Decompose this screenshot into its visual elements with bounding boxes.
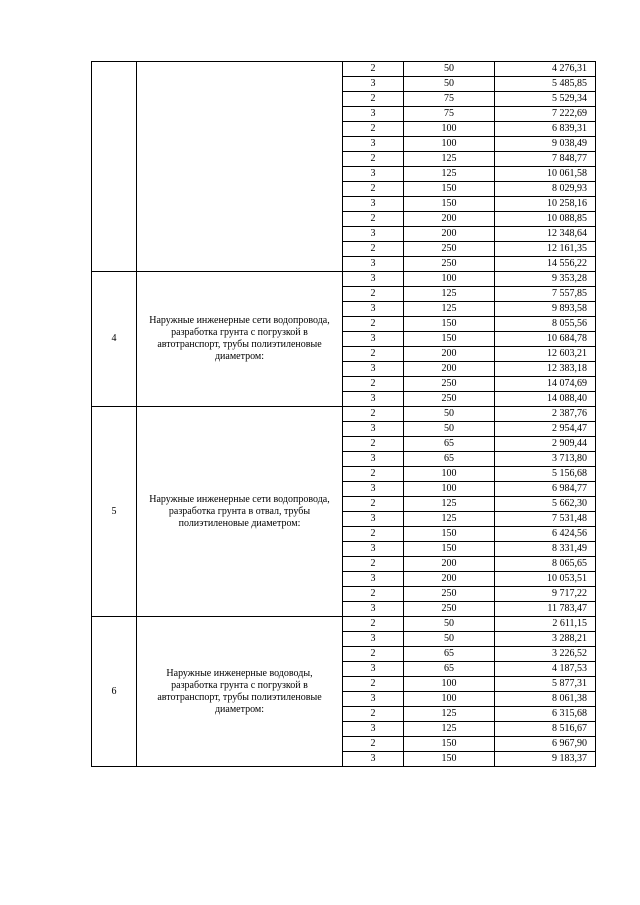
depth-category-cell: 3	[343, 362, 404, 377]
diameter-cell: 100	[404, 272, 495, 287]
depth-category-cell: 3	[343, 272, 404, 287]
diameter-cell: 200	[404, 227, 495, 242]
price-cell: 8 065,65	[495, 557, 596, 572]
item-description-cell	[137, 62, 343, 272]
depth-category-cell: 2	[343, 242, 404, 257]
price-cell: 7 531,48	[495, 512, 596, 527]
diameter-cell: 50	[404, 407, 495, 422]
depth-category-cell: 2	[343, 527, 404, 542]
price-cell: 3 226,52	[495, 647, 596, 662]
depth-category-cell: 3	[343, 197, 404, 212]
table-row	[92, 62, 596, 77]
diameter-cell: 150	[404, 752, 495, 767]
price-cell: 8 029,93	[495, 182, 596, 197]
diameter-cell: 65	[404, 437, 495, 452]
depth-category-cell: 2	[343, 737, 404, 752]
price-cell: 12 603,21	[495, 347, 596, 362]
diameter-cell: 100	[404, 692, 495, 707]
diameter-cell: 200	[404, 347, 495, 362]
price-cell: 9 183,37	[495, 752, 596, 767]
depth-category-cell: 2	[343, 437, 404, 452]
diameter-cell: 200	[404, 362, 495, 377]
diameter-cell: 200	[404, 212, 495, 227]
diameter-cell: 150	[404, 527, 495, 542]
diameter-cell: 125	[404, 152, 495, 167]
depth-category-cell: 3	[343, 662, 404, 677]
depth-category-cell: 3	[343, 452, 404, 467]
price-cell: 9 717,22	[495, 587, 596, 602]
diameter-cell: 65	[404, 662, 495, 677]
depth-category-cell: 2	[343, 152, 404, 167]
item-number-cell: 6	[92, 617, 137, 767]
diameter-cell: 150	[404, 737, 495, 752]
depth-category-cell: 2	[343, 347, 404, 362]
depth-category-cell: 3	[343, 392, 404, 407]
price-cell: 9 038,49	[495, 137, 596, 152]
diameter-cell: 125	[404, 167, 495, 182]
diameter-cell: 125	[404, 287, 495, 302]
price-table	[91, 61, 596, 767]
depth-category-cell: 2	[343, 407, 404, 422]
depth-category-cell: 2	[343, 587, 404, 602]
depth-category-cell: 2	[343, 317, 404, 332]
diameter-cell: 150	[404, 542, 495, 557]
price-cell: 8 516,67	[495, 722, 596, 737]
depth-category-cell: 3	[343, 422, 404, 437]
depth-category-cell: 2	[343, 62, 404, 77]
depth-category-cell: 2	[343, 497, 404, 512]
price-cell: 8 331,49	[495, 542, 596, 557]
depth-category-cell: 3	[343, 227, 404, 242]
diameter-cell: 50	[404, 62, 495, 77]
diameter-cell: 150	[404, 332, 495, 347]
diameter-cell: 250	[404, 392, 495, 407]
diameter-cell: 250	[404, 587, 495, 602]
price-cell: 7 848,77	[495, 152, 596, 167]
depth-category-cell: 3	[343, 482, 404, 497]
depth-category-cell: 3	[343, 107, 404, 122]
depth-category-cell: 2	[343, 707, 404, 722]
price-cell: 5 877,31	[495, 677, 596, 692]
diameter-cell: 50	[404, 632, 495, 647]
depth-category-cell: 3	[343, 332, 404, 347]
diameter-cell: 200	[404, 572, 495, 587]
depth-category-cell: 3	[343, 302, 404, 317]
price-cell: 6 984,77	[495, 482, 596, 497]
depth-category-cell: 3	[343, 752, 404, 767]
diameter-cell: 100	[404, 137, 495, 152]
diameter-cell: 125	[404, 302, 495, 317]
depth-category-cell: 3	[343, 692, 404, 707]
depth-category-cell: 3	[343, 572, 404, 587]
price-cell: 4 276,31	[495, 62, 596, 77]
item-description-cell: Наружные инженерные сети водопровода, разработка грунта с погрузкой в автотранспорт, трубы полиэтиленовые диаметром:	[137, 272, 343, 407]
price-cell: 2 387,76	[495, 407, 596, 422]
depth-category-cell: 3	[343, 257, 404, 272]
price-cell: 2 954,47	[495, 422, 596, 437]
price-cell: 14 088,40	[495, 392, 596, 407]
price-cell: 7 557,85	[495, 287, 596, 302]
diameter-cell: 100	[404, 677, 495, 692]
price-cell: 3 288,21	[495, 632, 596, 647]
price-cell: 8 061,38	[495, 692, 596, 707]
diameter-cell: 65	[404, 647, 495, 662]
item-description-cell: Наружные инженерные водоводы, разработка грунта с погрузкой в автотранспорт, трубы полиэтиленовые диаметром:	[137, 617, 343, 767]
depth-category-cell: 2	[343, 122, 404, 137]
depth-category-cell: 2	[343, 467, 404, 482]
diameter-cell: 250	[404, 602, 495, 617]
price-cell: 12 161,35	[495, 242, 596, 257]
price-cell: 10 258,16	[495, 197, 596, 212]
price-cell: 9 353,28	[495, 272, 596, 287]
price-cell: 10 088,85	[495, 212, 596, 227]
diameter-cell: 50	[404, 77, 495, 92]
depth-category-cell: 2	[343, 212, 404, 227]
diameter-cell: 100	[404, 482, 495, 497]
table-row	[92, 272, 596, 287]
diameter-cell: 100	[404, 467, 495, 482]
item-description-cell: Наружные инженерные сети водопровода, разработка грунта в отвал, трубы полиэтиленовые диаметром:	[137, 407, 343, 617]
depth-category-cell: 2	[343, 617, 404, 632]
diameter-cell: 100	[404, 122, 495, 137]
diameter-cell: 150	[404, 197, 495, 212]
price-cell: 12 348,64	[495, 227, 596, 242]
depth-category-cell: 2	[343, 557, 404, 572]
diameter-cell: 50	[404, 422, 495, 437]
price-cell: 14 556,22	[495, 257, 596, 272]
depth-category-cell: 3	[343, 602, 404, 617]
item-number-cell: 4	[92, 272, 137, 407]
price-cell: 14 074,69	[495, 377, 596, 392]
depth-category-cell: 3	[343, 77, 404, 92]
price-cell: 2 611,15	[495, 617, 596, 632]
diameter-cell: 75	[404, 107, 495, 122]
depth-category-cell: 3	[343, 137, 404, 152]
price-cell: 6 839,31	[495, 122, 596, 137]
price-cell: 2 909,44	[495, 437, 596, 452]
price-cell: 11 783,47	[495, 602, 596, 617]
price-table-body	[92, 62, 596, 767]
price-cell: 7 222,69	[495, 107, 596, 122]
depth-category-cell: 3	[343, 512, 404, 527]
price-cell: 5 662,30	[495, 497, 596, 512]
depth-category-cell: 3	[343, 167, 404, 182]
diameter-cell: 65	[404, 452, 495, 467]
table-row	[92, 617, 596, 632]
diameter-cell: 150	[404, 317, 495, 332]
price-cell: 4 187,53	[495, 662, 596, 677]
depth-category-cell: 2	[343, 287, 404, 302]
diameter-cell: 125	[404, 707, 495, 722]
diameter-cell: 150	[404, 182, 495, 197]
diameter-cell: 250	[404, 257, 495, 272]
diameter-cell: 125	[404, 512, 495, 527]
price-cell: 10 684,78	[495, 332, 596, 347]
price-cell: 3 713,80	[495, 452, 596, 467]
diameter-cell: 75	[404, 92, 495, 107]
price-cell: 9 893,58	[495, 302, 596, 317]
diameter-cell: 250	[404, 242, 495, 257]
item-number-cell: 5	[92, 407, 137, 617]
diameter-cell: 50	[404, 617, 495, 632]
price-cell: 10 061,58	[495, 167, 596, 182]
price-cell: 8 055,56	[495, 317, 596, 332]
diameter-cell: 125	[404, 722, 495, 737]
price-cell: 5 529,34	[495, 92, 596, 107]
item-number-cell	[92, 62, 137, 272]
price-cell: 10 053,51	[495, 572, 596, 587]
depth-category-cell: 2	[343, 92, 404, 107]
depth-category-cell: 2	[343, 647, 404, 662]
diameter-cell: 200	[404, 557, 495, 572]
price-cell: 6 315,68	[495, 707, 596, 722]
depth-category-cell: 3	[343, 542, 404, 557]
depth-category-cell: 3	[343, 632, 404, 647]
depth-category-cell: 2	[343, 377, 404, 392]
diameter-cell: 125	[404, 497, 495, 512]
price-cell: 5 156,68	[495, 467, 596, 482]
depth-category-cell: 2	[343, 182, 404, 197]
depth-category-cell: 3	[343, 722, 404, 737]
depth-category-cell: 2	[343, 677, 404, 692]
price-cell: 6 424,56	[495, 527, 596, 542]
table-row	[92, 407, 596, 422]
price-cell: 6 967,90	[495, 737, 596, 752]
price-cell: 12 383,18	[495, 362, 596, 377]
price-cell: 5 485,85	[495, 77, 596, 92]
diameter-cell: 250	[404, 377, 495, 392]
